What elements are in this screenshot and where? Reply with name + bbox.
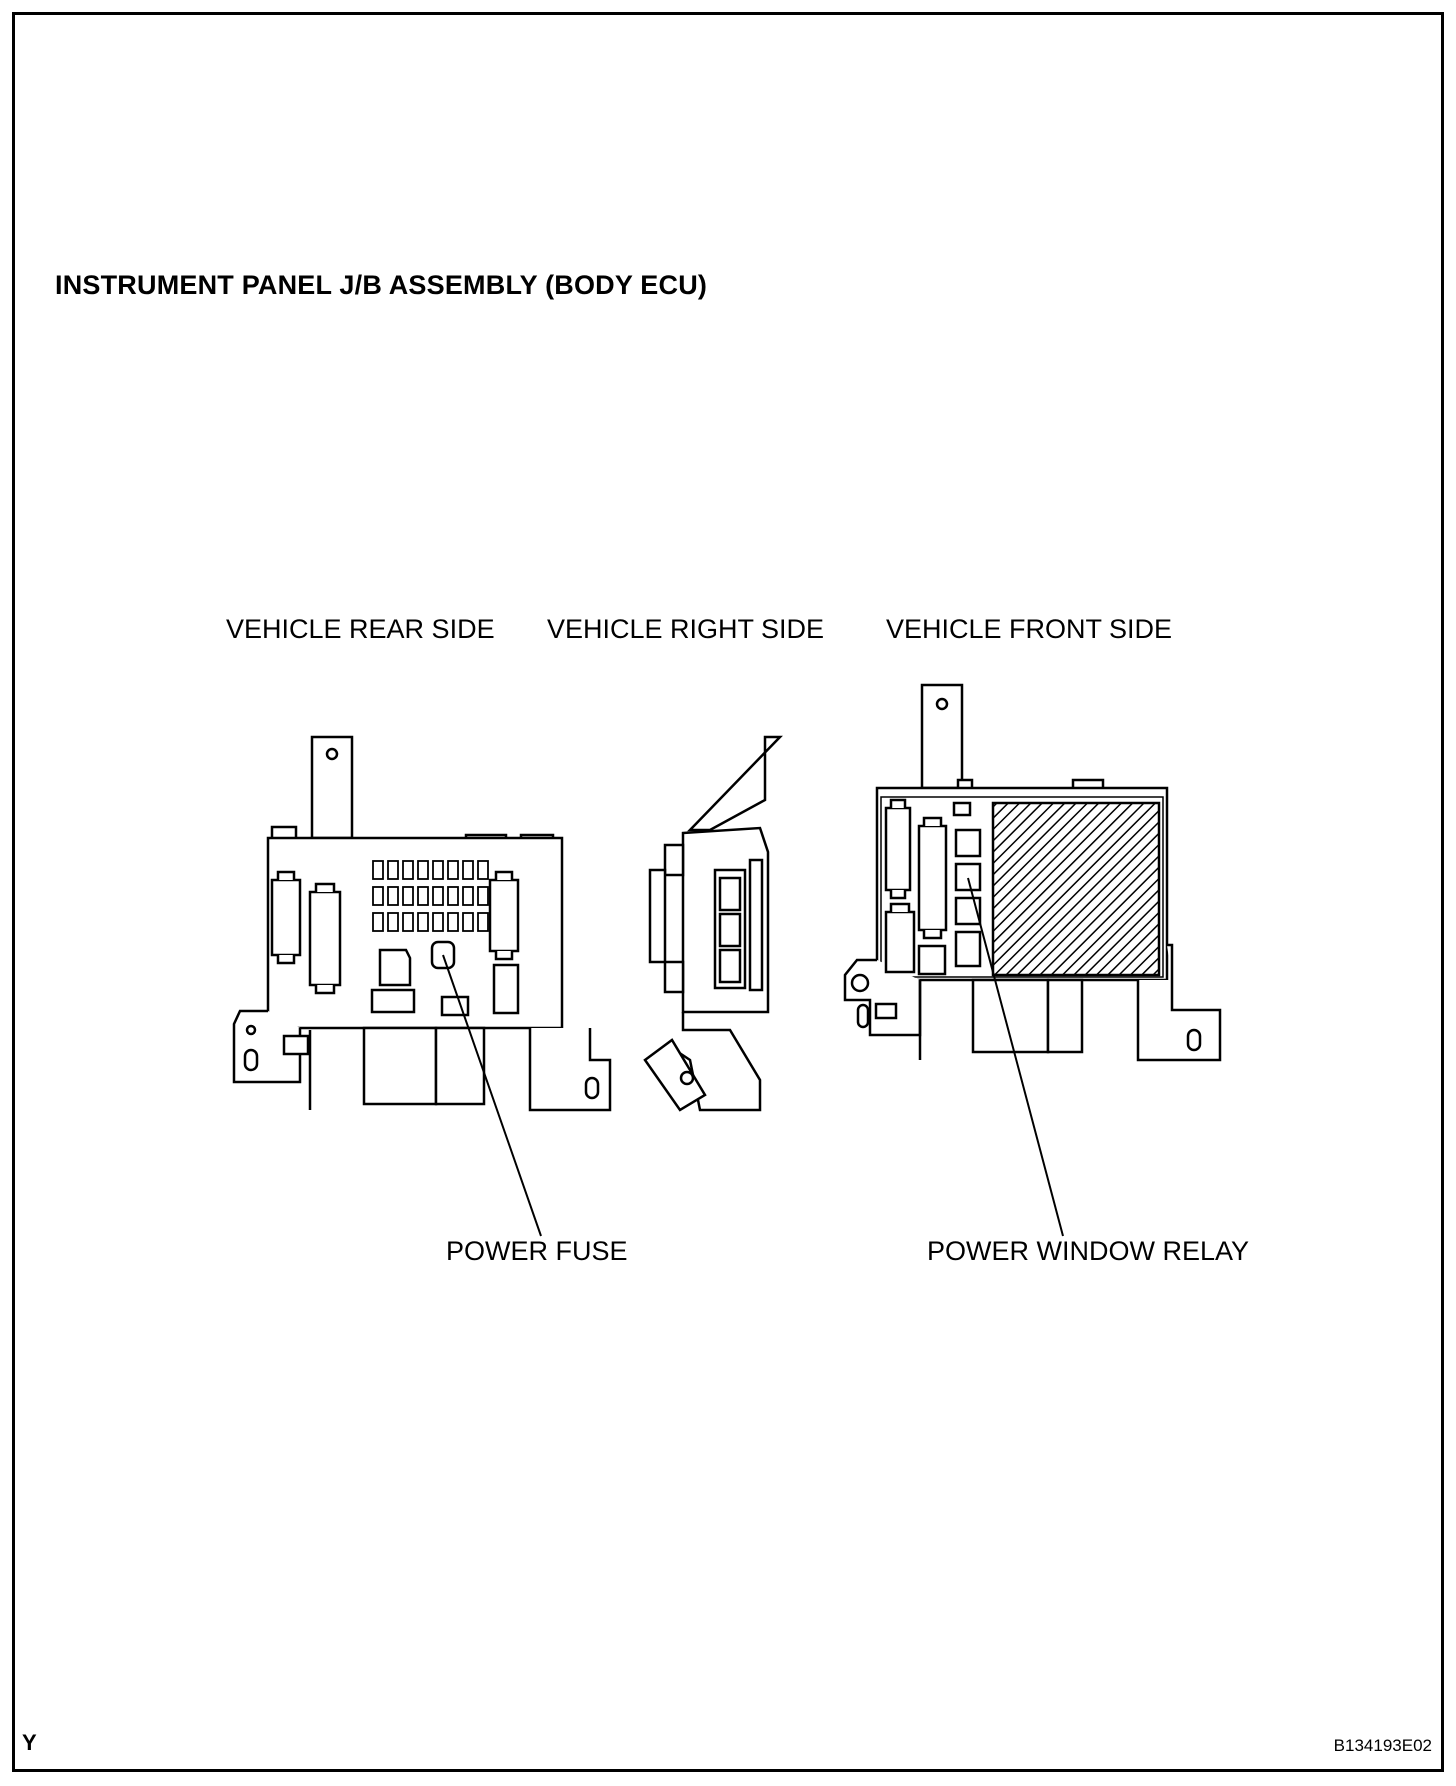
corner-code: Y xyxy=(22,1730,37,1755)
callout-power-window-relay: POWER WINDOW RELAY xyxy=(927,1236,1250,1266)
label-vehicle-right-side: VEHICLE RIGHT SIDE xyxy=(547,614,825,644)
label-vehicle-front-side: VEHICLE FRONT SIDE xyxy=(886,614,1173,644)
callout-power-fuse: POWER FUSE xyxy=(446,1236,628,1266)
diagram-title: INSTRUMENT PANEL J/B ASSEMBLY (BODY ECU) xyxy=(55,270,708,300)
label-vehicle-rear-side: VEHICLE REAR SIDE xyxy=(226,614,495,644)
rear-view-drawing xyxy=(234,737,610,1110)
figure-id: B134193E02 xyxy=(1333,1736,1432,1755)
front-view-drawing xyxy=(845,685,1220,1060)
right-view-drawing xyxy=(645,737,780,1110)
